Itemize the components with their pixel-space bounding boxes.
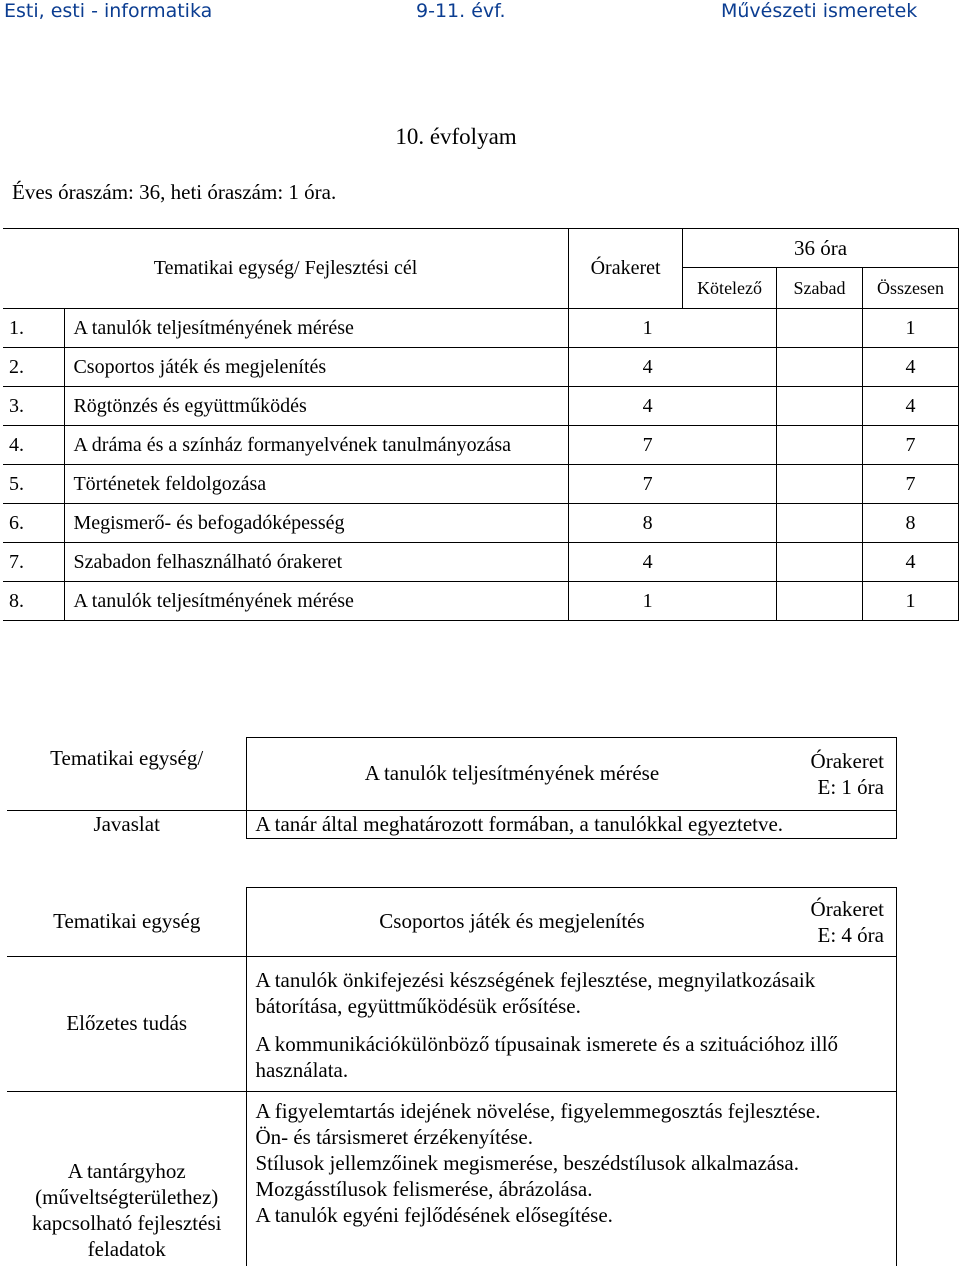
unit2-task-item: A tanulók egyéni fejlődésének elősegítése. [255, 1202, 613, 1227]
unit2-topic-label: Tematikai egység [7, 888, 247, 957]
overview-row [3, 465, 959, 504]
unit1-hours [777, 738, 897, 811]
unit2-prior-item: A kommunikációkülönböző típusainak ismerete és a szituációhoz illő használata. [255, 1031, 839, 1082]
row-number: 7. [3, 543, 65, 582]
row-name: Megismerő- és befogadóképesség [65, 504, 569, 543]
row-number: 2. [3, 348, 65, 387]
unit2-task-item: Ön- és társismeret érzékenyítése. [255, 1124, 533, 1149]
unit2-prior [247, 956, 897, 1091]
unit2-task-item: A figyelemtartás idejének növelése, figyelemmegosztás fejlesztése. [255, 1098, 821, 1123]
overview-row [3, 309, 959, 348]
unit1-title: A tanulók teljesítményének mérése [247, 738, 777, 811]
row-total: 1 [862, 309, 958, 348]
col-hours-header: Órakeret [569, 229, 683, 309]
row-free [777, 387, 863, 426]
unit2-prior-item: A tanulók önkifejezési készségének fejlesztése, megnyilatkozásaik bátorítása, együttműködésük erősítése. [255, 967, 816, 1018]
row-mandatory: 1 [643, 582, 737, 621]
row-mandatory: 7 [643, 426, 737, 465]
unit1-hours-label: Órakeret [810, 748, 884, 773]
row-free [777, 465, 863, 504]
page-header [0, 0, 960, 24]
unit1-hours-value: E: 1 óra [817, 774, 884, 799]
unit2-tasks-label-line: kapcsolható fejlesztési [31, 1210, 222, 1235]
row-name: A tanulók teljesítményének mérése [65, 309, 569, 348]
unit2-tasks-label [7, 1091, 247, 1266]
overview-row [3, 582, 959, 621]
row-number: 1. [3, 309, 65, 348]
row-total: 1 [862, 582, 958, 621]
row-number: 4. [3, 426, 65, 465]
row-total: 4 [862, 543, 958, 582]
unit2-title: Csoportos játék és megjelenítés [247, 888, 777, 957]
row-name: Rögtönzés és együttműködés [65, 387, 569, 426]
unit1-suggestion-label: Javaslat [7, 810, 247, 839]
row-total: 4 [862, 387, 958, 426]
overview-row [3, 387, 959, 426]
row-free [777, 543, 863, 582]
row-name: A dráma és a színház formanyelvének tanulmányozása [65, 426, 569, 465]
row-total: 8 [862, 504, 958, 543]
unit2-hours [777, 888, 897, 957]
unit2-hours-value: E: 4 óra [817, 922, 884, 947]
row-free [777, 348, 863, 387]
row-mandatory: 1 [643, 309, 737, 348]
grade-title: 10. évfolyam [395, 124, 517, 149]
row-mandatory: 4 [643, 387, 737, 426]
row-total: 4 [862, 348, 958, 387]
col-topic-header: Tematikai egység/ Fejlesztési cél [3, 229, 569, 309]
row-mandatory: 7 [643, 465, 737, 504]
row-number: 8. [3, 582, 65, 621]
row-mandatory: 8 [643, 504, 737, 543]
row-name: Történetek feldolgozása [65, 465, 569, 504]
overview-row [3, 348, 959, 387]
row-free [777, 504, 863, 543]
unit2-tasks-label-line: A tantárgyhoz [67, 1158, 186, 1183]
row-number: 5. [3, 465, 65, 504]
unit2-tasks [247, 1091, 897, 1266]
sub-free-header: Szabad [777, 268, 863, 309]
header-center: 9-11. évf. [416, 0, 506, 22]
unit2-table [7, 887, 897, 1266]
unit1-topic-label: Tematikai egység/ [7, 738, 247, 811]
unit1-table [7, 737, 897, 839]
unit2-prior-label: Előzetes tudás [7, 956, 247, 1091]
row-number: 3. [3, 387, 65, 426]
overview-row [3, 543, 959, 582]
row-free [777, 582, 863, 621]
unit1-suggestion: A tanár által meghatározott formában, a tanulókkal egyeztetve. [247, 810, 897, 839]
sub-mandatory-header: Kötelező [683, 268, 777, 309]
unit2-tasks-label-line: (műveltségterülethez) [35, 1184, 219, 1209]
header-right: Művészeti ismeretek [721, 0, 918, 22]
overview-row [3, 426, 959, 465]
row-name: Szabadon felhasználható órakeret [65, 543, 569, 582]
row-name: Csoportos játék és megjelenítés [65, 348, 569, 387]
col-total-header: 36 óra [683, 229, 959, 268]
row-mandatory: 4 [643, 348, 737, 387]
unit2-task-item: Stílusok jellemzőinek megismerése, beszédstílusok alkalmazása. [255, 1150, 799, 1175]
row-total: 7 [862, 426, 958, 465]
row-mandatory: 4 [643, 543, 737, 582]
row-total: 7 [862, 465, 958, 504]
unit2-hours-label: Órakeret [810, 896, 884, 921]
unit2-tasks-label-line: feladatok [87, 1236, 166, 1261]
overview-table [3, 228, 959, 621]
sub-sum-header: Összesen [862, 268, 958, 309]
annual-hours: Éves óraszám: 36, heti óraszám: 1 óra. [12, 180, 337, 204]
row-number: 6. [3, 504, 65, 543]
overview-row [3, 504, 959, 543]
unit2-task-item: Mozgásstílusok felismerése, ábrázolása. [255, 1176, 593, 1201]
header-left: Esti, esti - informatika [4, 0, 213, 22]
row-free [777, 426, 863, 465]
row-free [777, 309, 863, 348]
row-name: A tanulók teljesítményének mérése [65, 582, 569, 621]
